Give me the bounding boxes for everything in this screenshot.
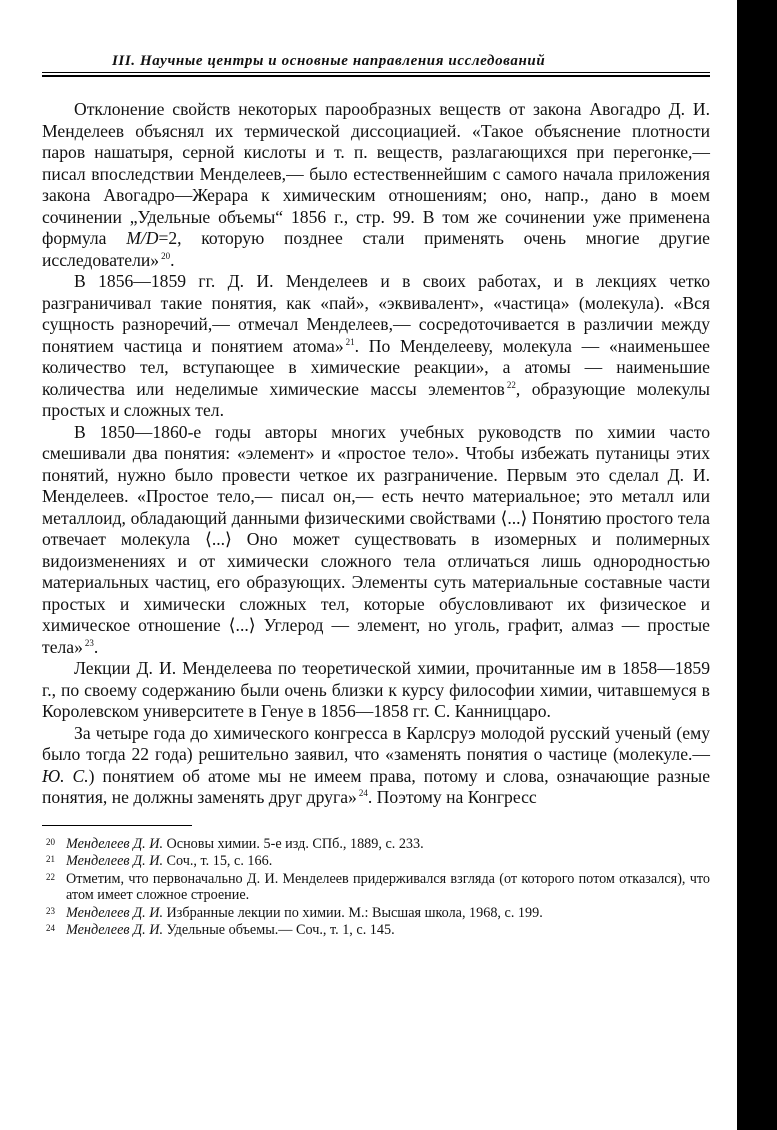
footnote — [42, 836, 710, 853]
footnote-ref[interactable]: 23 — [84, 637, 94, 648]
footnote-number: 23 — [46, 905, 55, 916]
text-run: . Поэтому на Конгресс — [367, 787, 537, 807]
footnote-ref[interactable]: 24 — [358, 788, 368, 799]
text-run: . — [93, 636, 99, 657]
text-run: . По Менделееву, молекула — «наименьшее количество тел, вступающее в химические реакции», а атомы — наименьшие количества или неделимые химические массы элементов — [42, 335, 710, 399]
scan-edge-bar — [737, 0, 777, 1130]
footnote-ref[interactable]: 22 — [506, 379, 516, 390]
paragraph — [42, 658, 710, 723]
footnote-number: 21 — [46, 854, 55, 864]
author-initials: Ю. С. — [42, 765, 89, 786]
footnote — [42, 905, 710, 922]
text-run: . — [170, 249, 175, 270]
paragraph — [42, 422, 710, 659]
footnote-author: Менделеев Д. И. — [66, 922, 163, 938]
footnote-ref[interactable]: 21 — [345, 336, 355, 347]
formula: M/D — [126, 228, 159, 248]
footnote-number: 24 — [46, 923, 55, 933]
footnote-text: Основы химии. 5-е изд. СПб., 1889, с. 233. — [163, 835, 424, 852]
footnote-text: Удельные объемы.— Соч., т. 1, с. 145. — [163, 922, 395, 938]
text-run: В 1850—1860-е годы авторы многих учебных руководств по химии часто смешивали два понятия: «элемент» и «простое тело». Чтобы избежать путаницы этих понятий, нужно было провести четкое их разграничение. Первым это сделал Д. И. Менделеев. «Простое тело,— писал он,— есть нечто материальное; это металл или металлоид, обладающий данными физическими свойствами ⟨...⟩ Понятию простого тела отвечает молекула ⟨...⟩ Оно может существовать в изомерных и полимерных видоизменениях и от химически сложного тела отличаться лишь однородностью материальных частиц, его образующих. Элементы суть материальные составные части простых и химически сложных тел, которые обусловливают их физическое и химическое отношение ⟨...⟩ Углерод — элемент, но уголь, графит, алмаз — простые тела» — [42, 421, 710, 657]
footnote-author: Менделеев Д. И. — [66, 835, 163, 852]
paragraph — [42, 723, 710, 809]
footnote — [42, 922, 710, 939]
footnote-divider — [42, 825, 192, 826]
footnote — [42, 871, 710, 904]
text-run: =2, которую позднее стали применять очень многие другие исследователи» — [42, 228, 710, 270]
text-run: За четыре года до химического конгресса в Карлсруэ молодой русский ученый (ему было тогда 22 года) решительно заявил, что «заменять понятия о частице (молекуле.— — [42, 722, 710, 764]
paragraph — [42, 99, 710, 271]
footnote-number: 22 — [46, 871, 55, 882]
header-rule — [42, 75, 710, 77]
text-run: ) понятием об атоме мы не имеем права, потому и слова, означающие разные понятия, не должны заменять друг друга» — [42, 765, 710, 807]
footnote-text: Избранные лекции по химии. М.: Высшая школа, 1968, с. 199. — [163, 904, 543, 921]
text-run: Лекции Д. И. Менделеева по теоретической химии, прочитанные им в 1858—1859 г., по своему содержанию были очень близки к курсу философии химии, читавшемуся в Королевском университете в Генуе в 1856—1858 гг. С. Канниццаро. — [42, 658, 710, 721]
book-page — [42, 50, 710, 940]
footnote-text: Соч., т. 15, с. 166. — [163, 853, 273, 869]
footnote-ref[interactable]: 20 — [161, 250, 171, 261]
footnote — [42, 853, 710, 870]
text-run: В 1856—1859 гг. Д. И. Менделеев и в своих работах, и в лекциях четко разграничивал такие понятия, как «пай», «эквивалент», «частица» (молекула). «Вся сущность разноречий,— отмечал Менделеев,— сосредоточивается в различии между понятием частица и понятием атома» — [42, 271, 710, 356]
footnote-number: 20 — [46, 836, 55, 847]
text-run: , образующие молекулы простых и сложных тел. — [42, 378, 710, 420]
footnotes — [42, 836, 710, 939]
footnote-author: Менделеев Д. И. — [66, 853, 163, 869]
text-run: Отклонение свойств некоторых парообразных веществ от закона Авогадро Д. И. Менделеев объяснял их термической диссоциацией. «Такое объяснение плотности паров нашатыря, серной кислоты и т. п. веществ, разлагающихся при перегонке,— писал впоследствии Менделеев,— было естественнейшим с самого начала приложения закона Авогадро—Жерара к химическим отношениям; оно, напр., дано в моем сочинении „Удельные объемы“ 1856 г., стр. 99. В том же сочинении уже применена формула — [42, 99, 710, 248]
body-text — [42, 99, 710, 809]
footnote-author: Менделеев Д. И. — [66, 904, 163, 921]
running-head: III. Научные центры и основные направления исследований — [42, 50, 710, 73]
paragraph — [42, 271, 710, 422]
footnote-text: Отметим, что первоначально Д. И. Менделеев придерживался взгляда (от которого потом отказался), что атом имеет сложное строение. — [66, 870, 710, 903]
